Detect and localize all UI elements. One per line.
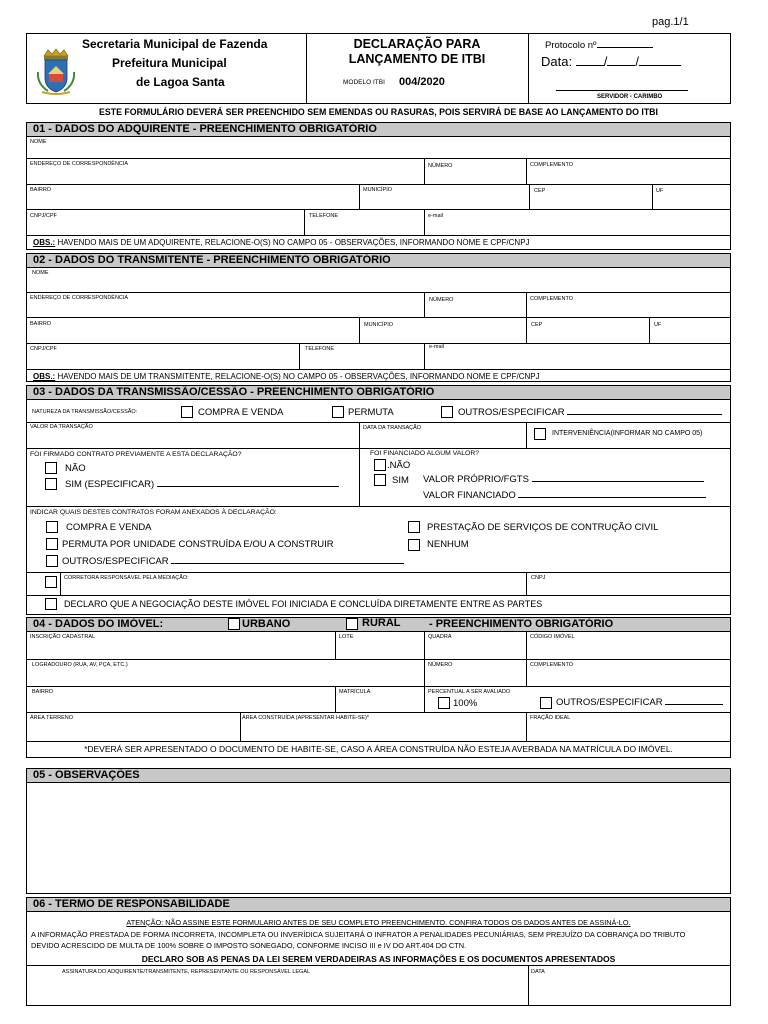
declaro-negociacao-label: DECLARO QUE A NEGOCIAÇÃO DESTE IMÓVEL FOI INICIADA E CONCLUÍDA DIRETAMENTE ENTRE AS PARTES [64,599,543,609]
contrato-nao-label: NÃO [65,463,86,474]
s4-complemento-field[interactable] [527,669,730,685]
s4-complemento-label: COMPLEMENTO [530,662,573,668]
corretora-cnpj-field[interactable] [527,582,730,594]
s1-telefone-label: TELEFONE [309,213,339,219]
s1-numero-field[interactable] [425,170,525,183]
s1-nome-label: NOME [30,139,47,145]
date-label: Data: / / [541,54,681,69]
section4-header: 04 - DADOS DO IMÓVEL: [26,617,731,632]
s1-email-field[interactable] [425,220,730,234]
s1-bairro-label: BAIRRO [30,187,52,193]
s2-municipio-label: MUNICÍPIO [364,322,394,328]
contrato-nao-checkbox[interactable] [45,462,57,474]
stamp-line [556,90,688,91]
form-title-line1: DECLARAÇÃO PARA [353,37,481,51]
percentual-100-checkbox[interactable] [438,697,450,709]
s6-assinatura-label: ASSINATURA DO ADQUIRENTE/TRANSMITENTE, REPRESENTANTE OU RESPONSÁVEL LEGAL [62,969,311,975]
form-title-line2: LANÇAMENTO DE ITBI [348,52,486,66]
s6-assinatura-field[interactable] [27,977,527,1005]
s1-telefone-field[interactable] [305,220,423,234]
natureza-permuta-label: PERMUTA [348,407,394,418]
s4-logradouro-label: LOGRADOURO (RUA, AV, PÇA, ETC.) [32,662,128,668]
s2-bairro-label: BAIRRO [30,321,52,327]
model-label: MODELO ITBI [343,79,385,86]
imovel-rural-checkbox[interactable] [346,618,358,630]
s4-bairro-field[interactable] [27,696,334,711]
s2-cnpj-field[interactable] [27,353,298,368]
declaro-negociacao-checkbox[interactable] [45,598,57,610]
s2-municipio-field[interactable] [360,329,525,342]
s2-cep-label: CEP [531,322,543,328]
s4-inscricao-field[interactable] [27,641,334,658]
s4-percentual-label: PERCENTUAL A SER AVALIADO [428,689,511,695]
s1-nome-field[interactable] [27,146,730,157]
s1-endereco-field[interactable] [27,168,423,183]
s6-data-field[interactable] [529,977,730,1005]
financiado-sim-checkbox[interactable] [374,474,386,486]
s2-nome-field[interactable] [27,277,730,291]
section2-header: 02 - DADOS DO TRANSMITENTE - PREENCHIMENTO OBRIGATÓRIO [26,253,731,268]
s2-uf-label: UF [654,322,662,328]
s2-email-label: e-mail [429,344,444,350]
s1-uf-label: UF [656,188,664,194]
valor-proprio-field[interactable] [541,474,713,485]
s4-bairro-label: BAIRRO [32,689,54,695]
s6-data-label: DATA [531,969,545,975]
imovel-rural-label: RURAL [362,617,401,629]
natureza-compra-label: COMPRA E VENDA [198,407,284,418]
section4-header-tail: - PREENCHIMENTO OBRIGATÓRIO [429,618,614,630]
s3-valor-transacao-field[interactable] [27,431,358,447]
s2-endereco-field[interactable] [27,302,423,316]
protocol-label: Protocolo nº [545,40,653,51]
financiado-question: FOI FINANCIADO ALGUM VALOR? [370,450,480,457]
s1-obs: OBS.: HAVENDO MAIS DE UM ADQUIRENTE, RELACIONE-O(S) NO CAMPO 05 - OBSERVAÇÕES, INFORMANDO NOME E CPF/CNPJ [33,238,530,247]
natureza-permuta-checkbox[interactable] [332,406,344,418]
financiado-sim-label: SIM [392,475,409,486]
s2-obs: OBS.: HAVENDO MAIS DE UM TRANSMITENTE, RELACIONE-O(S) NO CAMPO 05 - OBSERVAÇÕES, INFORMANDO NOME E CPF/CNPJ [33,372,540,381]
intervenencia-checkbox[interactable] [534,428,546,440]
s3-natureza-label: NATUREZA DA TRANSMISSÃO/CESSÃO: [32,409,138,415]
s2-bairro-field[interactable] [27,328,358,342]
s2-complemento-field[interactable] [527,303,730,316]
corretora-label: CORRETORA RESPONSÁVEL PELA MEDIAÇÃO: [64,575,189,581]
s4-inscricao-label: INSCRIÇÃO CADASTRAL [30,634,96,640]
anexo-prestacao-checkbox[interactable] [408,521,420,533]
s4-quadra-label: QUADRA [428,634,452,640]
s4-area-construida-field[interactable] [241,722,525,740]
s4-area-terreno-label: ÁREA TERRENO [30,715,73,721]
s2-email-field[interactable] [425,351,730,368]
page-number: pag.1/1 [652,16,689,28]
s2-cnpj-label: CNPJ/CPF [30,346,57,352]
anexo-outros-label: OUTROS/ESPECIFICAR [62,556,404,567]
s1-numero-label: NÚMERO [428,163,453,169]
s2-complemento-label: COMPLEMENTO [530,296,573,302]
contrato-sim-label: SIM (ESPECIFICAR) [65,479,339,490]
natureza-outros-checkbox[interactable] [441,406,453,418]
anexo-nenhum-checkbox[interactable] [408,539,420,551]
s4-fracao-label: FRAÇÃO IDEAL [530,715,571,721]
section1-header: 01 - DADOS DO ADQUIRENTE - PREENCHIMENTO OBRIGATÓRIO [26,122,731,137]
s1-complemento-label: COMPLEMENTO [530,162,573,168]
s1-municipio-label: MUNICÍPIO [363,187,393,193]
s4-matricula-label: MATRÍCULA [339,689,371,695]
corretora-checkbox[interactable] [45,576,57,588]
anexo-compra-label: COMPRA E VENDA [66,522,152,533]
percentual-outros-checkbox[interactable] [540,697,552,709]
coat-of-arms-icon [36,48,76,96]
org-line1: Secretaria Municipal de Fazenda [82,37,268,51]
corretora-cnpj-label: CNPJ [531,575,546,581]
anexo-outros-checkbox[interactable] [46,555,58,567]
natureza-outros-label: OUTROS/ESPECIFICAR [458,407,722,418]
imovel-urbano-label: URBANO [242,618,291,630]
s2-nome-label: NOME [32,270,49,276]
contrato-sim-checkbox[interactable] [45,478,57,490]
org-line3: de Lagoa Santa [136,75,225,89]
s1-municipio-field[interactable] [360,194,528,208]
s1-bairro-field[interactable] [27,194,358,208]
s2-uf-field[interactable] [650,329,730,342]
s1-cep-field[interactable] [530,195,651,208]
valor-financiado-label: VALOR FINANCIADO [423,490,706,501]
s2-endereco-label: ENDEREÇO DE CORRESPONDÊNCIA [30,295,129,301]
model-number: 004/2020 [399,76,445,88]
s2-numero-label: NÚMERO [429,297,454,303]
s3-data-transacao-field[interactable] [360,432,525,447]
natureza-compra-checkbox[interactable] [181,406,193,418]
s4-matricula-field[interactable] [336,696,423,711]
s2-telefone-label: TELEFONE [305,346,335,352]
s6-text-line2: DEVIDO ACRESCIDO DE MULTA DE 100% SOBRE O IMPOSTO SONEGADO, CONFORME INCISO III e IV DO ART.404 DO CTN. [31,941,467,950]
section3-header: 03 - DADOS DA TRANSMISSÃO/CESSÃO - PREENCHIMENTO OBRIGATÓRIO [26,385,731,400]
s6-declaro: DECLARO SOB AS PENAS DA LEI SEREM VERDADEIRAS AS INFORMAÇÕES E OS DOCUMENTOS APRESENTADOS [141,954,616,964]
section6-header: 06 - TERMO DE RESPONSABILIDADE [26,897,731,912]
percentual-100-label: 100% [453,698,478,709]
contrato-question: FOI FIRMADO CONTRATO PREVIAMENTE A ESTA DECLARAÇÃO? [30,451,242,458]
anexados-question: INDICAR QUAIS DESTES CONTRATOS FORAM ANEXADOS À DECLARAÇÃO: [30,509,277,516]
s2-numero-field[interactable] [425,304,525,316]
stamp-label: SERVIDOR - CARIMBO [597,94,663,100]
anexo-permuta-label: PERMUTA POR UNIDADE CONSTRUÍDA E/OU A CONSTRUIR [62,539,334,550]
s1-cnpj-label: CNPJ/CPF [30,213,57,219]
anexo-prestacao-label: PRESTAÇÃO DE SERVIÇOS DE CONTRUÇÃO CIVIL [427,522,659,533]
s1-complemento-field[interactable] [527,169,730,183]
s4-quadra-field[interactable] [425,641,525,658]
s4-habite-se-note: *DEVERÁ SER APRESENTADO O DOCUMENTO DE HABITE-SE, CASO A ÁREA CONSTRUÍDA NÃO ESTEJA AVERBADA NA MATRÍCULA DO IMÓVEL. [84,744,673,754]
s4-codigo-field[interactable] [527,641,730,658]
s4-lote-field[interactable] [336,641,423,658]
corretora-field[interactable] [61,582,525,594]
s6-text-line1: A INFORMAÇÃO PRESTADA DE FORMA INCORRETA, INCOMPLETA OU INVERÍDICA SUJEITARÁ O INFRATOR A PENALIDADES PECUNIÁRIAS, SEM PREJUÍZO DA COBRANÇA DO TRIBUTO [31,930,686,939]
anexo-nenhum-label: NENHUM [427,539,469,550]
s2-telefone-field[interactable] [300,353,423,368]
s4-numero-field[interactable] [425,669,525,685]
percentual-outros-label: OUTROS/ESPECIFICAR [556,697,723,708]
section5-header: 05 - OBSERVAÇÕES [26,768,731,783]
s4-numero-label: NÚMERO [428,662,453,668]
observacoes-textarea[interactable] [26,782,731,894]
instruction-text: ESTE FORMULÁRIO DEVERÁ SER PREENCHIDO SEM EMENDAS OU RASURAS, POIS SERVIRÁ DE BASE AO LANÇAMENTO DO ITBI [99,107,658,117]
s3-valor-transacao-label: VALOR DA TRANSAÇÃO [30,424,93,430]
s1-cep-label: CEP [534,188,546,194]
s4-lote-label: LOTE [339,634,354,640]
financiado-nao-checkbox[interactable] [374,459,386,471]
s1-uf-field[interactable] [653,195,730,208]
s1-cnpj-field[interactable] [27,220,303,234]
s4-area-terreno-field[interactable] [27,722,239,740]
s4-codigo-label: CÓDIGO IMÓVEL [530,634,575,640]
anexo-permuta-checkbox[interactable] [46,538,58,550]
s3-data-transacao-label: DATA DA TRANSAÇÃO [363,425,422,431]
s6-atencao: ATENÇÃO: NÃO ASSINE ESTE FORMULARIO ANTES DE SEU COMPLETO PREENCHIMENTO. CONFIRA TODOS OS DADOS ANTES DE ASSINÁ-LO. [126,918,631,927]
s4-logradouro-field[interactable] [27,669,423,685]
org-line2: Prefeitura Municipal [112,56,227,70]
imovel-urbano-checkbox[interactable] [228,618,240,630]
valor-financiado-field[interactable] [527,490,715,501]
s4-fracao-field[interactable] [527,722,730,740]
s4-area-construida-label: ÁREA CONSTRUÍDA (APRESENTAR HABITE-SE)* [242,715,370,721]
intervenencia-label: INTERVENIÊNCIA(INFORMAR NO CAMPO 05) [552,430,703,437]
financiado-nao-label: .NÃO [387,460,411,471]
s1-endereco-label: ENDEREÇO DE CORRESPONDÊNCIA [30,161,129,167]
s2-cep-field[interactable] [527,329,648,342]
anexo-compra-checkbox[interactable] [46,521,58,533]
valor-proprio-label: VALOR PRÓPRIO/FGTS [423,474,704,485]
s1-email-label: e-mail [428,213,443,219]
